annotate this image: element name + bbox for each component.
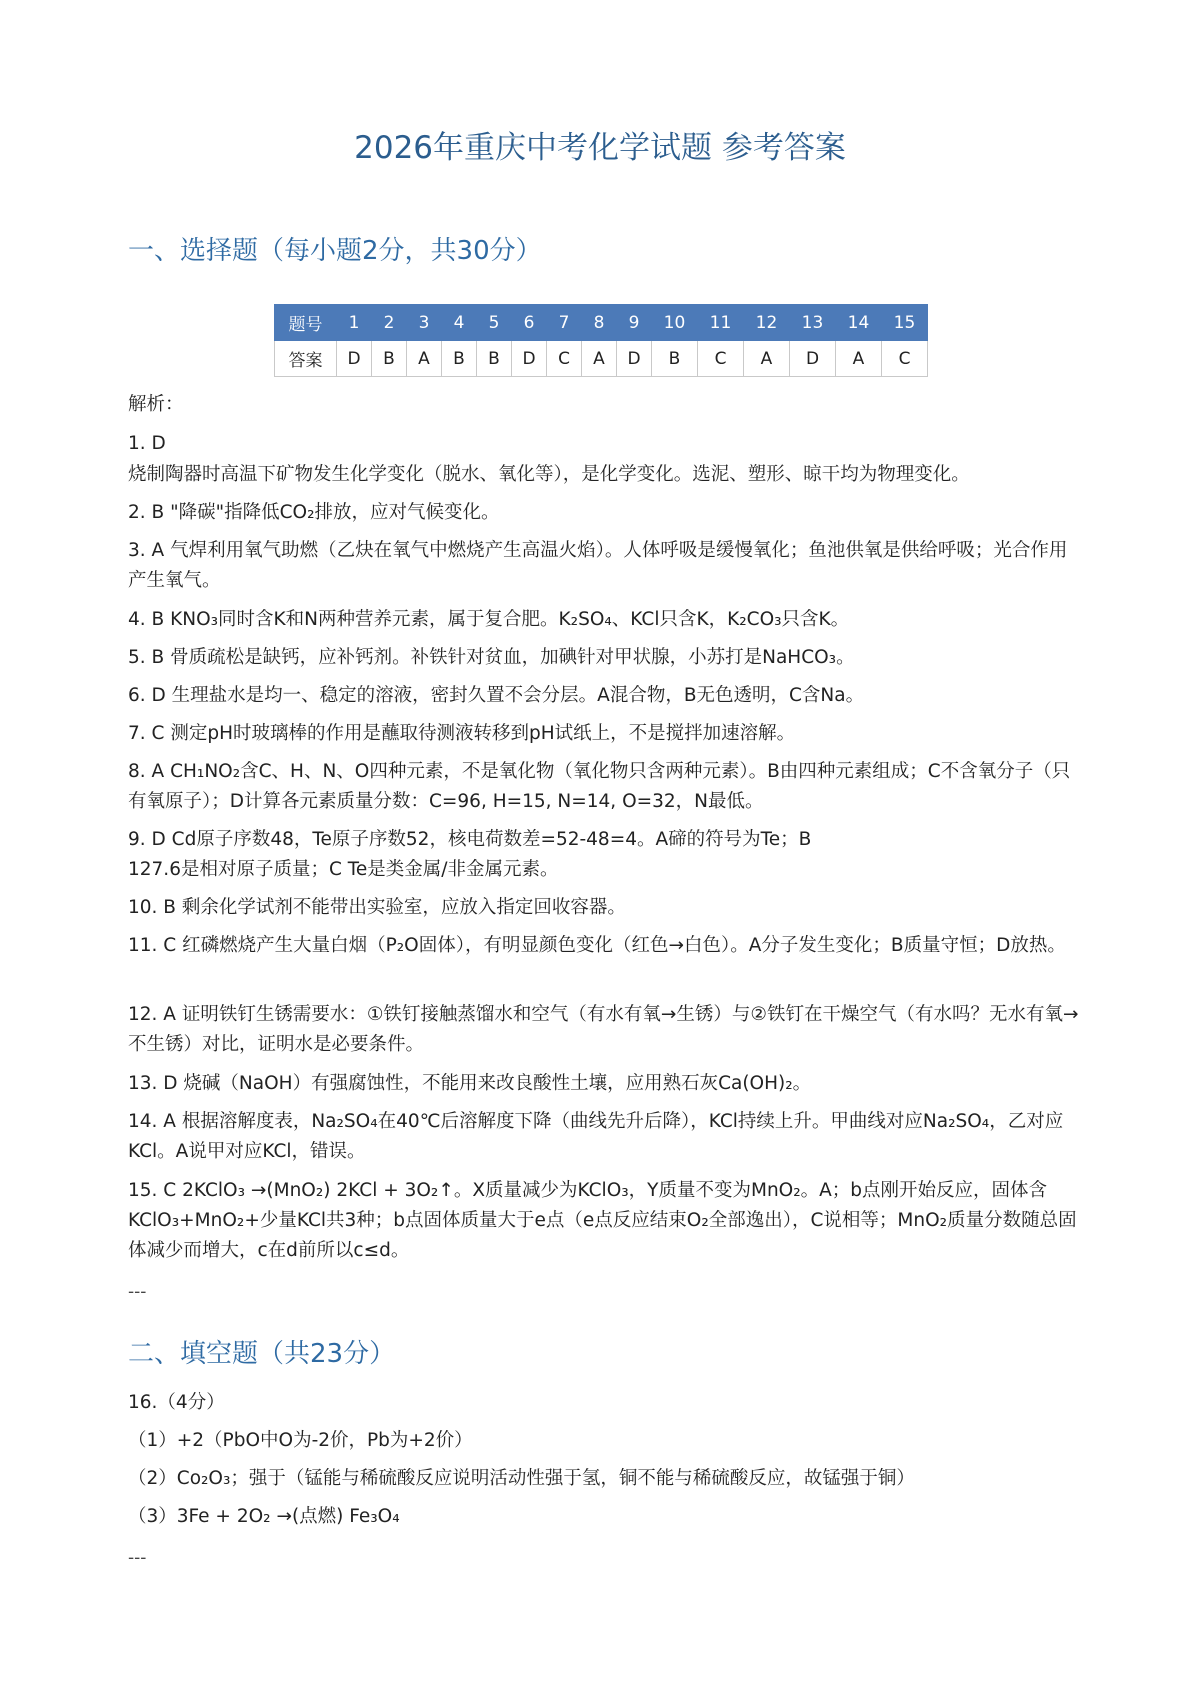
- answer-table-number-row: [275, 305, 928, 341]
- section-separator: ---: [128, 1282, 147, 1302]
- fill-in-answer: （3）3Fe + 2O₂ →(点燃) Fe₃O₄: [128, 1506, 400, 1527]
- document-title: 2026年重庆中考化学试题 参考答案: [354, 130, 846, 166]
- explanation-item: 12. A 证明铁钉生锈需要水：①铁钉接触蒸馏水和空气（有水有氧→生锈）与②铁钉在干燥空气（有水吗？无水有氧→不生锈）对比，证明水是必要条件。: [128, 1004, 1079, 1055]
- section-heading-fill-in: 二、填空题（共23分）: [128, 1339, 396, 1369]
- answer-cell: C: [882, 341, 928, 377]
- explanation-item: 10. B 剩余化学试剂不能带出实验室，应放入指定回收容器。: [128, 897, 626, 918]
- explanation-item: 烧制陶器时高温下矿物发生化学变化（脱水、氧化等），是化学变化。选泥、塑形、晾干均为物理变化。: [128, 464, 970, 485]
- analysis-label: 解析：: [128, 394, 184, 415]
- explanation-item: 127.6是相对原子质量；C Te是类金属/非金属元素。: [128, 859, 559, 880]
- question-number-cell: 2: [372, 305, 407, 341]
- fill-in-answer: （1）+2（PbO中O为-2价，Pb为+2价）: [128, 1430, 473, 1451]
- answer-cell: A: [582, 341, 617, 377]
- question-number-cell: 9: [617, 305, 652, 341]
- answer-cell: A: [836, 341, 882, 377]
- explanation-item: 6. D 生理盐水是均一、稳定的溶液，密封久置不会分层。A混合物，B无色透明，C含Na。: [128, 685, 865, 706]
- question-number-cell: 1: [337, 305, 372, 341]
- answer-cell: B: [442, 341, 477, 377]
- answer-cell: D: [790, 341, 836, 377]
- question-number-cell: 14: [836, 305, 882, 341]
- answer-cell: C: [547, 341, 582, 377]
- question-number-cell: 4: [442, 305, 477, 341]
- question-number-cell: 12: [744, 305, 790, 341]
- question-number-cell: 7: [547, 305, 582, 341]
- explanation-item: 4. B KNO₃同时含K和N两种营养元素，属于复合肥。K₂SO₄、KCl只含K，K₂CO₃只含K。: [128, 609, 850, 630]
- explanation-item: 14. A 根据溶解度表，Na₂SO₄在40℃后溶解度下降（曲线先升后降），KCl持续上升。甲曲线对应Na₂SO₄，乙对应KCl。A说甲对应KCl，错误。: [128, 1111, 1064, 1162]
- explanation-item: 1. D: [128, 433, 166, 454]
- question-number-cell: 13: [790, 305, 836, 341]
- section-heading-choice: 一、选择题（每小题2分，共30分）: [128, 236, 542, 266]
- answer-cell: D: [512, 341, 547, 377]
- answer-cell: B: [652, 341, 698, 377]
- question-number-cell: 15: [882, 305, 928, 341]
- question-number-cell: 8: [582, 305, 617, 341]
- answer-table: [274, 304, 928, 377]
- answer-cell: A: [744, 341, 790, 377]
- number-row-label: 题号: [275, 305, 337, 341]
- answer-cell: D: [617, 341, 652, 377]
- question-number-cell: 5: [477, 305, 512, 341]
- explanation-item: 9. D Cd原子序数48，Te原子序数52，核电荷数差=52-48=4。A碲的符号为Te；B: [128, 829, 812, 850]
- answer-cell: C: [698, 341, 744, 377]
- explanation-item: 5. B 骨质疏松是缺钙，应补钙剂。补铁针对贫血，加碘针对甲状腺，小苏打是NaHCO₃。: [128, 647, 855, 668]
- answer-cell: B: [372, 341, 407, 377]
- section-separator: ---: [128, 1548, 147, 1568]
- answer-cell: A: [407, 341, 442, 377]
- explanation-item: 13. D 烧碱（NaOH）有强腐蚀性，不能用来改良酸性土壤，应用熟石灰Ca(OH)₂。: [128, 1073, 812, 1094]
- question-number-cell: 6: [512, 305, 547, 341]
- explanation-item: 2. B "降碳"指降低CO₂排放，应对气候变化。: [128, 502, 500, 523]
- answer-cell: D: [337, 341, 372, 377]
- fill-in-answer: （2）Co₂O₃；强于（锰能与稀硫酸反应说明活动性强于氢，铜不能与稀硫酸反应，故锰强于铜）: [128, 1468, 915, 1489]
- answer-cell: B: [477, 341, 512, 377]
- explanation-item: 8. A CH₁NO₂含C、H、N、O四种元素，不是氧化物（氧化物只含两种元素）。B由四种元素组成；C不含氧分子（只有氧原子）；D计算各元素质量分数：C=96, H=15, N=14, O=32，N最低。: [128, 761, 1071, 812]
- answer-table-answer-row: [275, 341, 928, 377]
- answer-row-label: 答案: [275, 341, 337, 377]
- question-16-header: 16.（4分）: [128, 1392, 225, 1413]
- explanation-item: 3. A 气焊利用氧气助燃（乙炔在氧气中燃烧产生高温火焰）。人体呼吸是缓慢氧化；鱼池供氧是供给呼吸；光合作用产生氧气。: [128, 540, 1068, 591]
- explanation-item: 7. C 测定pH时玻璃棒的作用是蘸取待测液转移到pH试纸上，不是搅拌加速溶解。: [128, 723, 796, 744]
- explanation-item: 11. C 红磷燃烧产生大量白烟（P₂O固体），有明显颜色变化（红色→白色）。A分子发生变化；B质量守恒；D放热。: [128, 935, 1066, 956]
- question-number-cell: 10: [652, 305, 698, 341]
- question-number-cell: 3: [407, 305, 442, 341]
- question-number-cell: 11: [698, 305, 744, 341]
- explanation-item: 15. C 2KClO₃ →(MnO₂) 2KCl + 3O₂↑。X质量减少为KClO₃，Y质量不变为MnO₂。A；b点刚开始反应，固体含KClO₃+MnO₂+少量KCl共3种；b点固体质量大于e点（e点反应结束O₂全部逸出），C说相等；MnO₂质量分数随总固体减少而增大，c在d前所以c≤d。: [128, 1180, 1077, 1261]
